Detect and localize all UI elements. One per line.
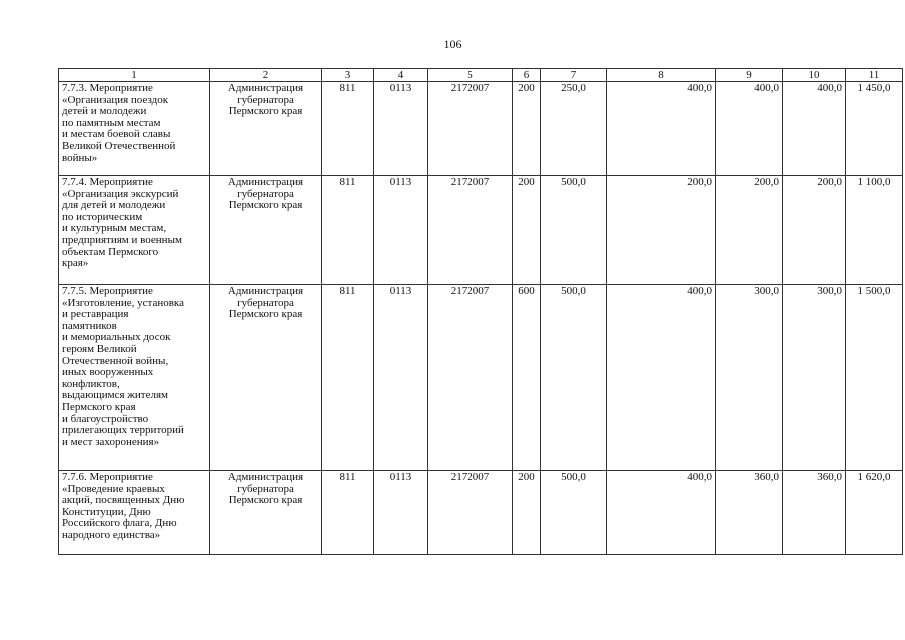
- table-row: [59, 82, 903, 176]
- amount-cell: 400,0: [716, 82, 783, 176]
- budget-table: [58, 68, 903, 555]
- executor-cell: Администрация губернатора Пермского края: [210, 471, 322, 555]
- total-cell: 1 450,0: [846, 82, 903, 176]
- code-cell: 0113: [374, 471, 428, 555]
- total-cell: 1 100,0: [846, 176, 903, 285]
- amount-cell: 500,0: [541, 471, 607, 555]
- executor-cell: Администрация губернатора Пермского края: [210, 82, 322, 176]
- amount-cell: 300,0: [783, 285, 846, 471]
- code-cell: 2172007: [428, 82, 513, 176]
- table-row: [59, 285, 903, 471]
- column-header: 2: [210, 69, 322, 82]
- amount-cell: 300,0: [716, 285, 783, 471]
- code-cell: 0113: [374, 176, 428, 285]
- code-cell: 600: [513, 285, 541, 471]
- amount-cell: 360,0: [783, 471, 846, 555]
- code-cell: 0113: [374, 285, 428, 471]
- header-row: [59, 69, 903, 82]
- page-number: 106: [443, 37, 462, 51]
- table-row: [59, 176, 903, 285]
- code-cell: 200: [513, 176, 541, 285]
- amount-cell: 400,0: [607, 82, 716, 176]
- measure-cell: 7.7.3. Мероприятие «Организация поездок детей и молодежи по памятным местам и местам боевой славы Великой Отечественной войны»: [59, 82, 210, 176]
- executor-cell: Администрация губернатора Пермского края: [210, 176, 322, 285]
- code-cell: 811: [322, 176, 374, 285]
- amount-cell: 200,0: [716, 176, 783, 285]
- total-cell: 1 500,0: [846, 285, 903, 471]
- column-header: 6: [513, 69, 541, 82]
- measure-cell: 7.7.6. Мероприятие «Проведение краевых акций, посвященных Дню Конституции, Дню Российского флага, Дню народного единства»: [59, 471, 210, 555]
- code-cell: 200: [513, 471, 541, 555]
- column-header: 5: [428, 69, 513, 82]
- executor-cell: Администрация губернатора Пермского края: [210, 285, 322, 471]
- amount-cell: 500,0: [541, 176, 607, 285]
- amount-cell: 250,0: [541, 82, 607, 176]
- amount-cell: 200,0: [783, 176, 846, 285]
- table-row: [59, 471, 903, 555]
- total-cell: 1 620,0: [846, 471, 903, 555]
- column-header: 11: [846, 69, 903, 82]
- amount-cell: 400,0: [783, 82, 846, 176]
- amount-cell: 360,0: [716, 471, 783, 555]
- code-cell: 811: [322, 82, 374, 176]
- code-cell: 2172007: [428, 285, 513, 471]
- column-header: 4: [374, 69, 428, 82]
- amount-cell: 500,0: [541, 285, 607, 471]
- column-header: 10: [783, 69, 846, 82]
- measure-cell: 7.7.4. Мероприятие «Организация экскурсий для детей и молодежи по историческим и культурным местам, предприятиям и военным объектам Пермского края»: [59, 176, 210, 285]
- column-header: 9: [716, 69, 783, 82]
- amount-cell: 400,0: [607, 285, 716, 471]
- code-cell: 811: [322, 471, 374, 555]
- column-header: 7: [541, 69, 607, 82]
- code-cell: 2172007: [428, 176, 513, 285]
- amount-cell: 400,0: [607, 471, 716, 555]
- code-cell: 0113: [374, 82, 428, 176]
- code-cell: 200: [513, 82, 541, 176]
- column-header: 1: [59, 69, 210, 82]
- column-header: 8: [607, 69, 716, 82]
- measure-cell: 7.7.5. Мероприятие «Изготовление, установка и реставрация памятников и мемориальных досок героям Великой Отечественной войны, иных вооруженных конфликтов, выдающимся жителям Пермского края и благоустройство прилегающих территорий и мест захоронения»: [59, 285, 210, 471]
- code-cell: 2172007: [428, 471, 513, 555]
- column-header: 3: [322, 69, 374, 82]
- code-cell: 811: [322, 285, 374, 471]
- amount-cell: 200,0: [607, 176, 716, 285]
